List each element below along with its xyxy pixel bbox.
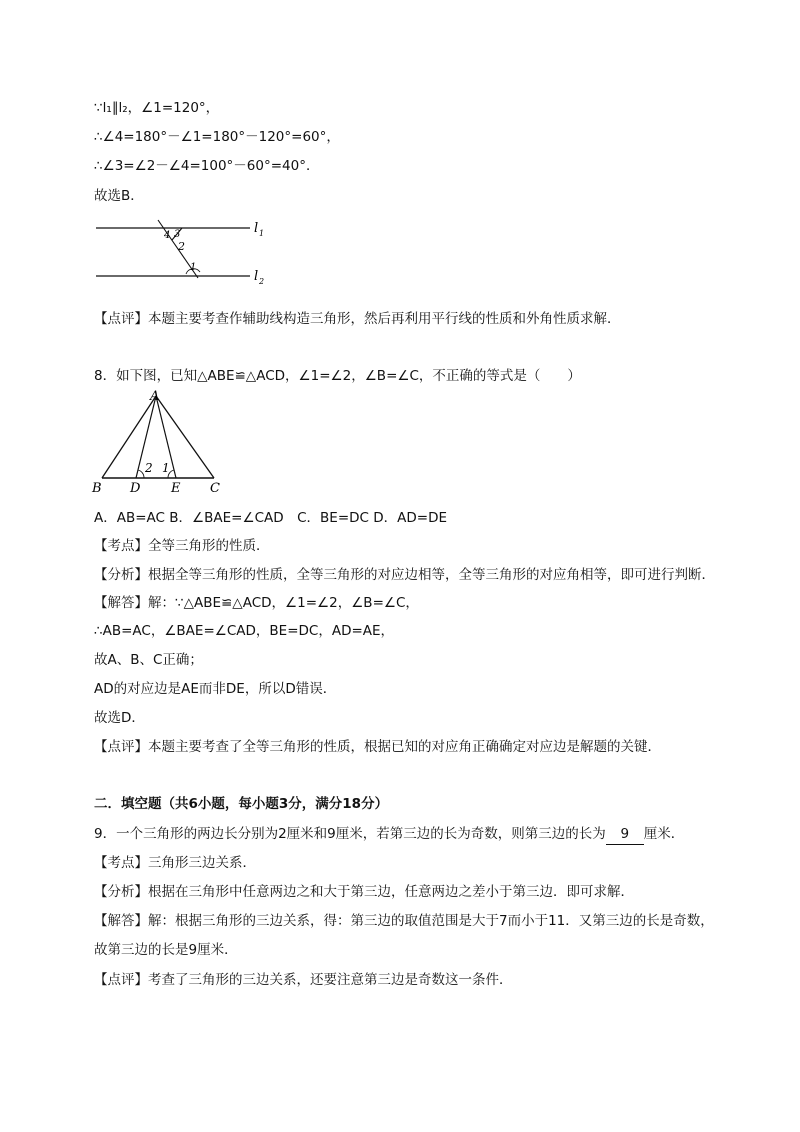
solution-line-1: ∵l₁∥l₂，∠1=120°，: [94, 100, 220, 116]
angle-1-label: 1: [162, 461, 170, 475]
vertex-a: A: [150, 389, 160, 404]
q8-step-4: 故选D．: [94, 710, 145, 726]
remark-q7: 【点评】本题主要考查作辅助线构造三角形，然后再利用平行线的性质和外角性质求解．: [94, 311, 621, 327]
solution-line-3: ∴∠3=∠2－∠4=100°－60°=40°．: [94, 158, 320, 174]
q8-options: A．AB=AC B．∠BAE=∠CAD C．BE=DC D．AD=DE: [94, 510, 448, 526]
question-9: [94, 824, 684, 845]
q9-jieda: 【解答】解：根据三角形的三边关系，得：第三边的取值范围是大于7而小于11．又第三边的长是奇数，: [94, 913, 714, 929]
q8-fenxi: 【分析】根据全等三角形的性质，全等三角形的对应边相等，全等三角形的对应角相等，即可进行判断．: [94, 567, 715, 583]
q9-answer-blank: 9: [606, 824, 644, 845]
q8-kaodian: 【考点】全等三角形的性质．: [94, 538, 270, 554]
question-8: 8．如下图，已知△ABE≌△ACD，∠1=∠2，∠B=∠C，不正确的等式是（ ）: [94, 368, 581, 384]
angle-2-label: 2: [145, 461, 153, 475]
q8-step-2: 故A、B、C正确；: [94, 652, 203, 668]
solution-line-2: ∴∠4=180°－∠1=180°－120°=60°，: [94, 129, 340, 145]
q9-jieda-2: 故第三边的长是9厘米．: [94, 942, 238, 958]
angle-1-label: 1: [190, 262, 197, 273]
q8-jieda: 【解答】解：∵△ABE≌△ACD，∠1=∠2，∠B=∠C，: [94, 595, 419, 611]
vertex-c: C: [210, 481, 220, 496]
vertex-b: B: [92, 481, 102, 496]
q9-text: 9．一个三角形的两边长分别为2厘米和9厘米，若第三边的长为奇数，则第三边的长为: [94, 826, 606, 842]
angle-2-label: 2: [178, 240, 185, 253]
angle-3-label: 3: [174, 229, 181, 240]
q9-kaodian: 【考点】三角形三边关系．: [94, 855, 256, 871]
label-l2: l: [254, 269, 259, 284]
svg-text:1: 1: [259, 229, 265, 238]
svg-text:2: 2: [259, 277, 265, 286]
q8-step-3: AD的对应边是AE而非DE，所以D错误．: [94, 681, 337, 697]
point-d: D: [130, 481, 141, 496]
point-e: E: [171, 481, 181, 496]
q8-dianping: 【点评】本题主要考查了全等三角形的性质，根据已知的对应角正确确定对应边是解题的关键．: [94, 739, 661, 755]
q8-step-1: ∴AB=AC，∠BAE=∠CAD，BE=DC，AD=AE，: [94, 623, 395, 639]
q9-dianping: 【点评】考查了三角形的三边关系，还要注意第三边是奇数这一条件．: [94, 972, 513, 988]
q9-unit: 厘米．: [643, 826, 685, 842]
section-2-heading: 二．填空题（共6小题，每小题3分，满分18分）: [94, 796, 389, 812]
triangle-figure: [90, 388, 230, 496]
angle-4-label: 4: [164, 230, 171, 241]
solution-line-4: 故选B．: [94, 188, 144, 204]
q9-fenxi: 【分析】根据在三角形中任意两边之和大于第三边，任意两边之差小于第三边．即可求解．: [94, 884, 634, 900]
parallel-lines-figure: [90, 212, 280, 288]
label-l1: l: [254, 221, 259, 236]
